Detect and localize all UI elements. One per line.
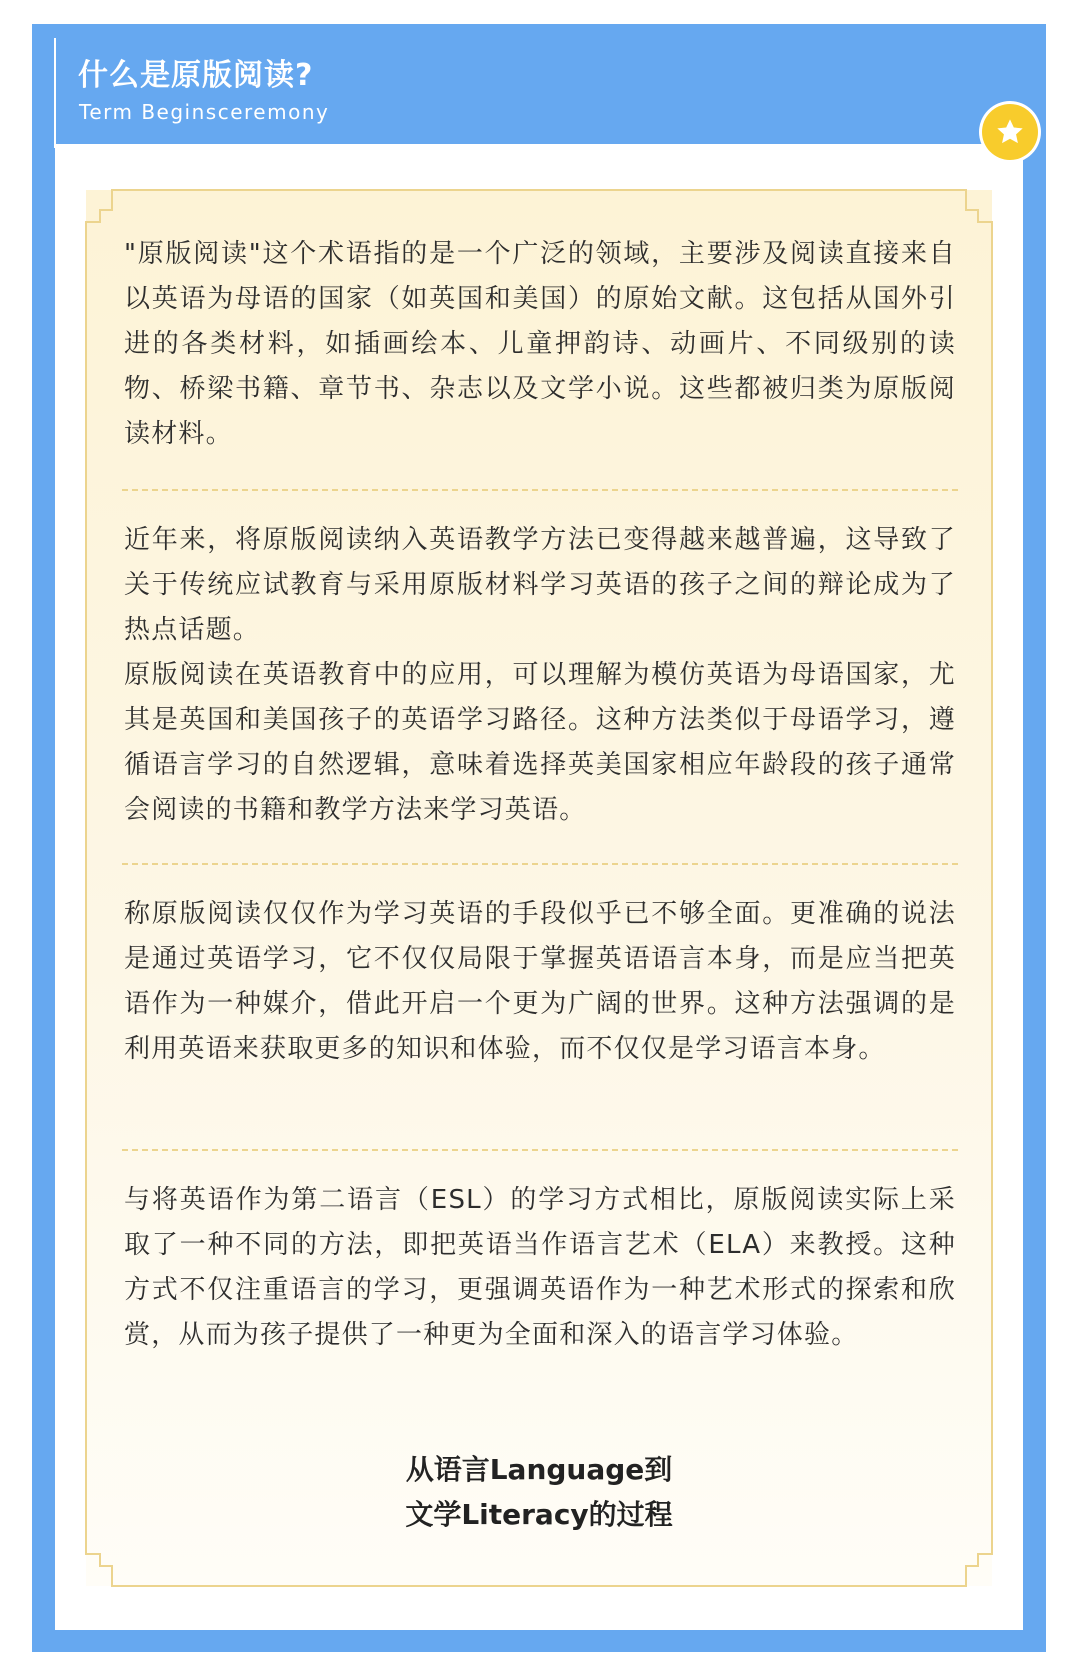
- paragraph-2-1: 近年来，将原版阅读纳入英语教学方法已变得越来越普遍，这导致了关于传统应试教育与采用原版材料学习英语的孩子之间的辩论成为了热点话题。: [124, 525, 956, 645]
- paragraph-4-1: 与将英语作为第二语言（ESL）的学习方式相比，原版阅读实际上采取了一种不同的方法，即把英语当作语言艺术（ELA）来教授。这种方式不仅注重语言的学习，更强调英语作为一种艺术形式的探索和欣赏，从而为孩子提供了一种更为全面和深入的语言学习体验。: [124, 1185, 956, 1350]
- star-badge: [982, 104, 1038, 160]
- closing-line-2: 文学Literacy的过程: [405, 1498, 673, 1531]
- header-accent-rule: [54, 38, 56, 148]
- paragraph-2-2: 原版阅读在英语教育中的应用，可以理解为模仿英语为母语国家，尤其是英国和美国孩子的英语学习路径。这种方法类似于母语学习，遵循语言学习的自然逻辑，意味着选择英美国家相应年龄段的孩子通常会阅读的书籍和教学方法来学习英语。: [124, 660, 956, 825]
- page-title: 什么是原版阅读?: [78, 58, 314, 93]
- star-icon: [994, 116, 1026, 148]
- section-divider: [122, 489, 958, 491]
- page-subtitle: Term Beginsceremony: [79, 100, 330, 124]
- section-divider: [122, 1149, 958, 1151]
- paragraph-3-1: 称原版阅读仅仅作为学习英语的手段似乎已不够全面。更准确的说法是通过英语学习，它不仅仅局限于掌握英语语言本身，而是应当把英语作为一种媒介，借此开启一个更为广阔的世界。这种方法强调的是利用英语来获取更多的知识和体验，而不仅仅是学习语言本身。: [124, 899, 956, 1064]
- paragraph-1-1: "原版阅读"这个术语指的是一个广泛的领域，主要涉及阅读直接来自以英语为母语的国家（如英国和美国）的原始文献。这包括从国外引进的各类材料，如插画绘本、儿童押韵诗、动画片、不同级别的读物、桥梁书籍、章节书、杂志以及文学小说。这些都被归类为原版阅读材料。: [124, 239, 956, 449]
- section-divider: [122, 863, 958, 865]
- closing-line-1: 从语言Language到: [405, 1453, 673, 1486]
